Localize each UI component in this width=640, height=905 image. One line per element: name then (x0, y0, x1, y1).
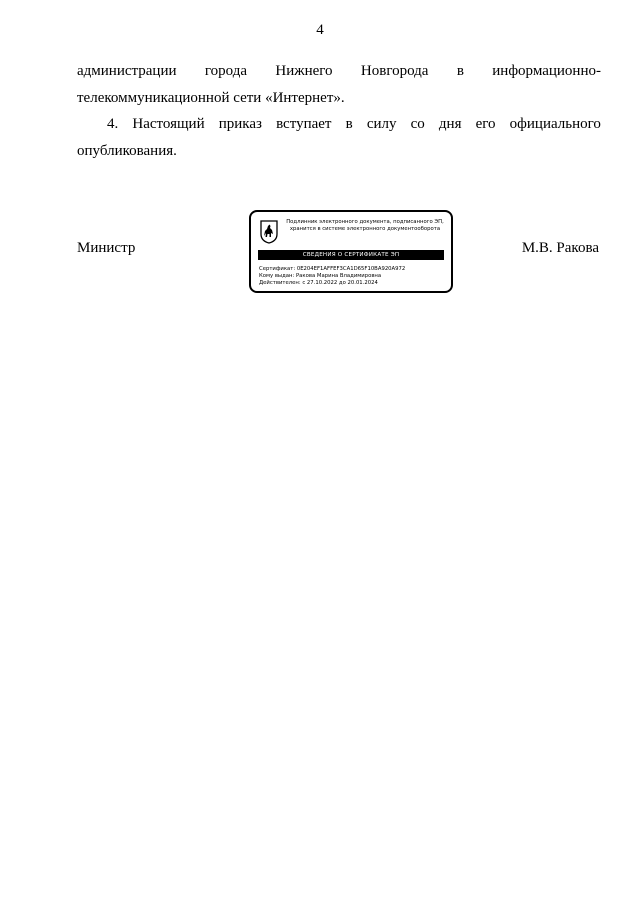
page-number: 4 (316, 22, 324, 38)
paragraph-publication-place (77, 58, 601, 112)
stamp-certificate-number: Сертификат: 0E204EF1AFFEF3CA1D65F10BA920A972 (259, 266, 406, 272)
stamp-header-line-2: хранится в системе электронного документооборота (289, 226, 441, 232)
stamp-validity: Действителен: с 27.10.2022 до 20.01.2024 (259, 280, 378, 286)
paragraph-1-word: города (204, 63, 247, 79)
stamp-header-line-1: Подлинник электронного документа, подписанного ЭП, (286, 219, 444, 225)
paragraph-1-word: администрации (77, 63, 177, 79)
paragraph-2-word: со (410, 116, 425, 132)
paragraph-1-word: в (456, 63, 464, 79)
paragraph-1-line-2: телекоммуникационной сети «Интернет». (77, 90, 345, 106)
paragraph-2-word: в (345, 116, 353, 132)
paragraph-2-word: дня (438, 116, 462, 132)
paragraph-effective-date (77, 111, 601, 165)
stamp-header (281, 219, 449, 233)
paragraph-1-line-1 (77, 58, 601, 85)
paragraph-1-word: информационно- (492, 63, 601, 79)
stamp-certificate-details (259, 266, 447, 287)
nizhny-novgorod-coat-of-arms-icon (260, 220, 278, 244)
paragraph-2-word: приказ (218, 116, 262, 132)
electronic-signature-stamp (249, 210, 453, 293)
paragraph-2-word: его (475, 116, 496, 132)
signatory-position: Министр (77, 240, 136, 256)
paragraph-2-line-1 (77, 111, 601, 138)
paragraph-2-word: Настоящий (132, 116, 205, 132)
paragraph-2-word: 4. (107, 116, 119, 132)
paragraph-1-word: Новгорода (360, 63, 429, 79)
stamp-issued-to: Кому выдан: Ракова Марина Владимировна (259, 273, 382, 279)
paragraph-2-word: вступает (276, 116, 332, 132)
signatory-name: М.В. Ракова (521, 240, 599, 256)
paragraph-2-word: силу (366, 116, 397, 132)
stamp-certificate-title: СВЕДЕНИЯ О СЕРТИФИКАТЕ ЭП (258, 250, 444, 260)
paragraph-1-word: Нижнего (275, 63, 333, 79)
paragraph-2-line-2: опубликования. (77, 143, 177, 159)
paragraph-2-word: официального (509, 116, 601, 132)
